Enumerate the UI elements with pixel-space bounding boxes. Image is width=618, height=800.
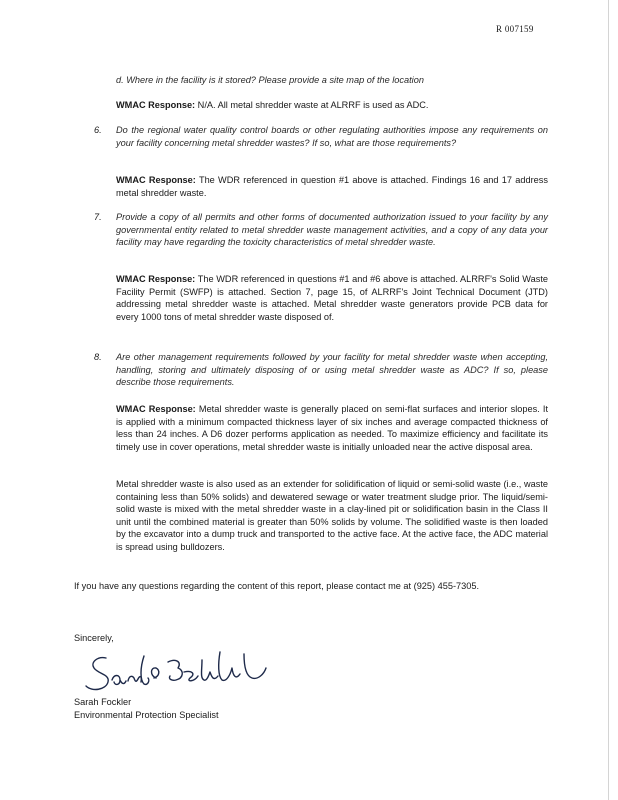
question-6: Do the regional water quality control boards or other regulating authorities impose any requirements on your facility concerning metal shredder wastes? If so, what are those requirements?	[116, 125, 548, 148]
response-label: WMAC Response:	[116, 175, 196, 185]
response-label: WMAC Response:	[116, 100, 196, 110]
response-label: WMAC Response:	[116, 274, 196, 284]
response-7	[116, 273, 548, 323]
scan-edge-line	[608, 0, 609, 800]
response-6	[116, 174, 548, 199]
question-7: Provide a copy of all permits and other forms of documented authorization issued to your facility by any governmental entity related to metal shredder waste management activities, and a copy of any data your facility may have regarding the toxicity characteristics of metal shredder waste.	[116, 212, 548, 248]
salutation: Sincerely,	[74, 633, 114, 643]
signer-name: Sarah Fockler	[74, 697, 132, 707]
question-8: Are other management requirements followed by your facility for metal shredder waste when accepting, handling, storing and ultimately disposing of or using metal shredder waste as ADC? If so, please describe those requirements.	[116, 352, 548, 388]
bates-number: R 007159	[496, 24, 534, 34]
question-number-7: 7.	[94, 212, 102, 222]
response-label: WMAC Response:	[116, 404, 196, 414]
response-8-paragraph-2: Metal shredder waste is also used as an extender for solidification of liquid or semi-solid waste (i.e., waste containing less than 50% solids) and dewatered sewage or water treatment sludge prior. The liquid/semi-solid waste is mixed with the metal shredder waste in a clay-lined pit or solidification basin in the Class II unit until the combined material is greater than 50% solids by volume. The solidified waste is then loaded by the excavator into a dump truck and transported to the active face. At the active face, the ADC material is spread using bulldozers.	[116, 479, 548, 552]
response-8	[116, 403, 548, 453]
question-d: d. Where in the facility is it stored? Please provide a site map of the location	[116, 75, 424, 85]
response-text: N/A. All metal shredder waste at ALRRF is used as ADC.	[195, 100, 429, 110]
response-text: The WDR referenced in questions #1 and #6 above is attached. ALRRF's Solid Waste Facility Permit (SWFP) is attached. Section 7, page 15, of ALRRF's Joint Technical Document (JTD) addressing metal shredder waste is attached. Metal shredder waste generators provide PCB data for every 1000 tons of metal shredder waste disposed of.	[116, 274, 548, 322]
response-text: The WDR referenced in question #1 above is attached. Findings 16 and 17 address metal shredder waste.	[116, 175, 548, 198]
response-d	[116, 99, 556, 112]
signer-title: Environmental Protection Specialist	[74, 710, 219, 720]
signature-image	[80, 648, 280, 698]
response-text: Metal shredder waste is generally placed on semi-flat surfaces and interior slopes. It is applied with a minimum compacted thickness layer of six inches and average compacted thickness of less than 24 inches. A D6 dozer performs application as needed. To maximize efficiency and facilitate its timely use in cover operations, metal shredder waste is initially unloaded near the active disposal area.	[116, 404, 549, 452]
question-number-6: 6.	[94, 125, 102, 135]
contact-paragraph: If you have any questions regarding the content of this report, please contact me at (925) 455-7305.	[74, 581, 480, 591]
question-number-8: 8.	[94, 352, 102, 362]
